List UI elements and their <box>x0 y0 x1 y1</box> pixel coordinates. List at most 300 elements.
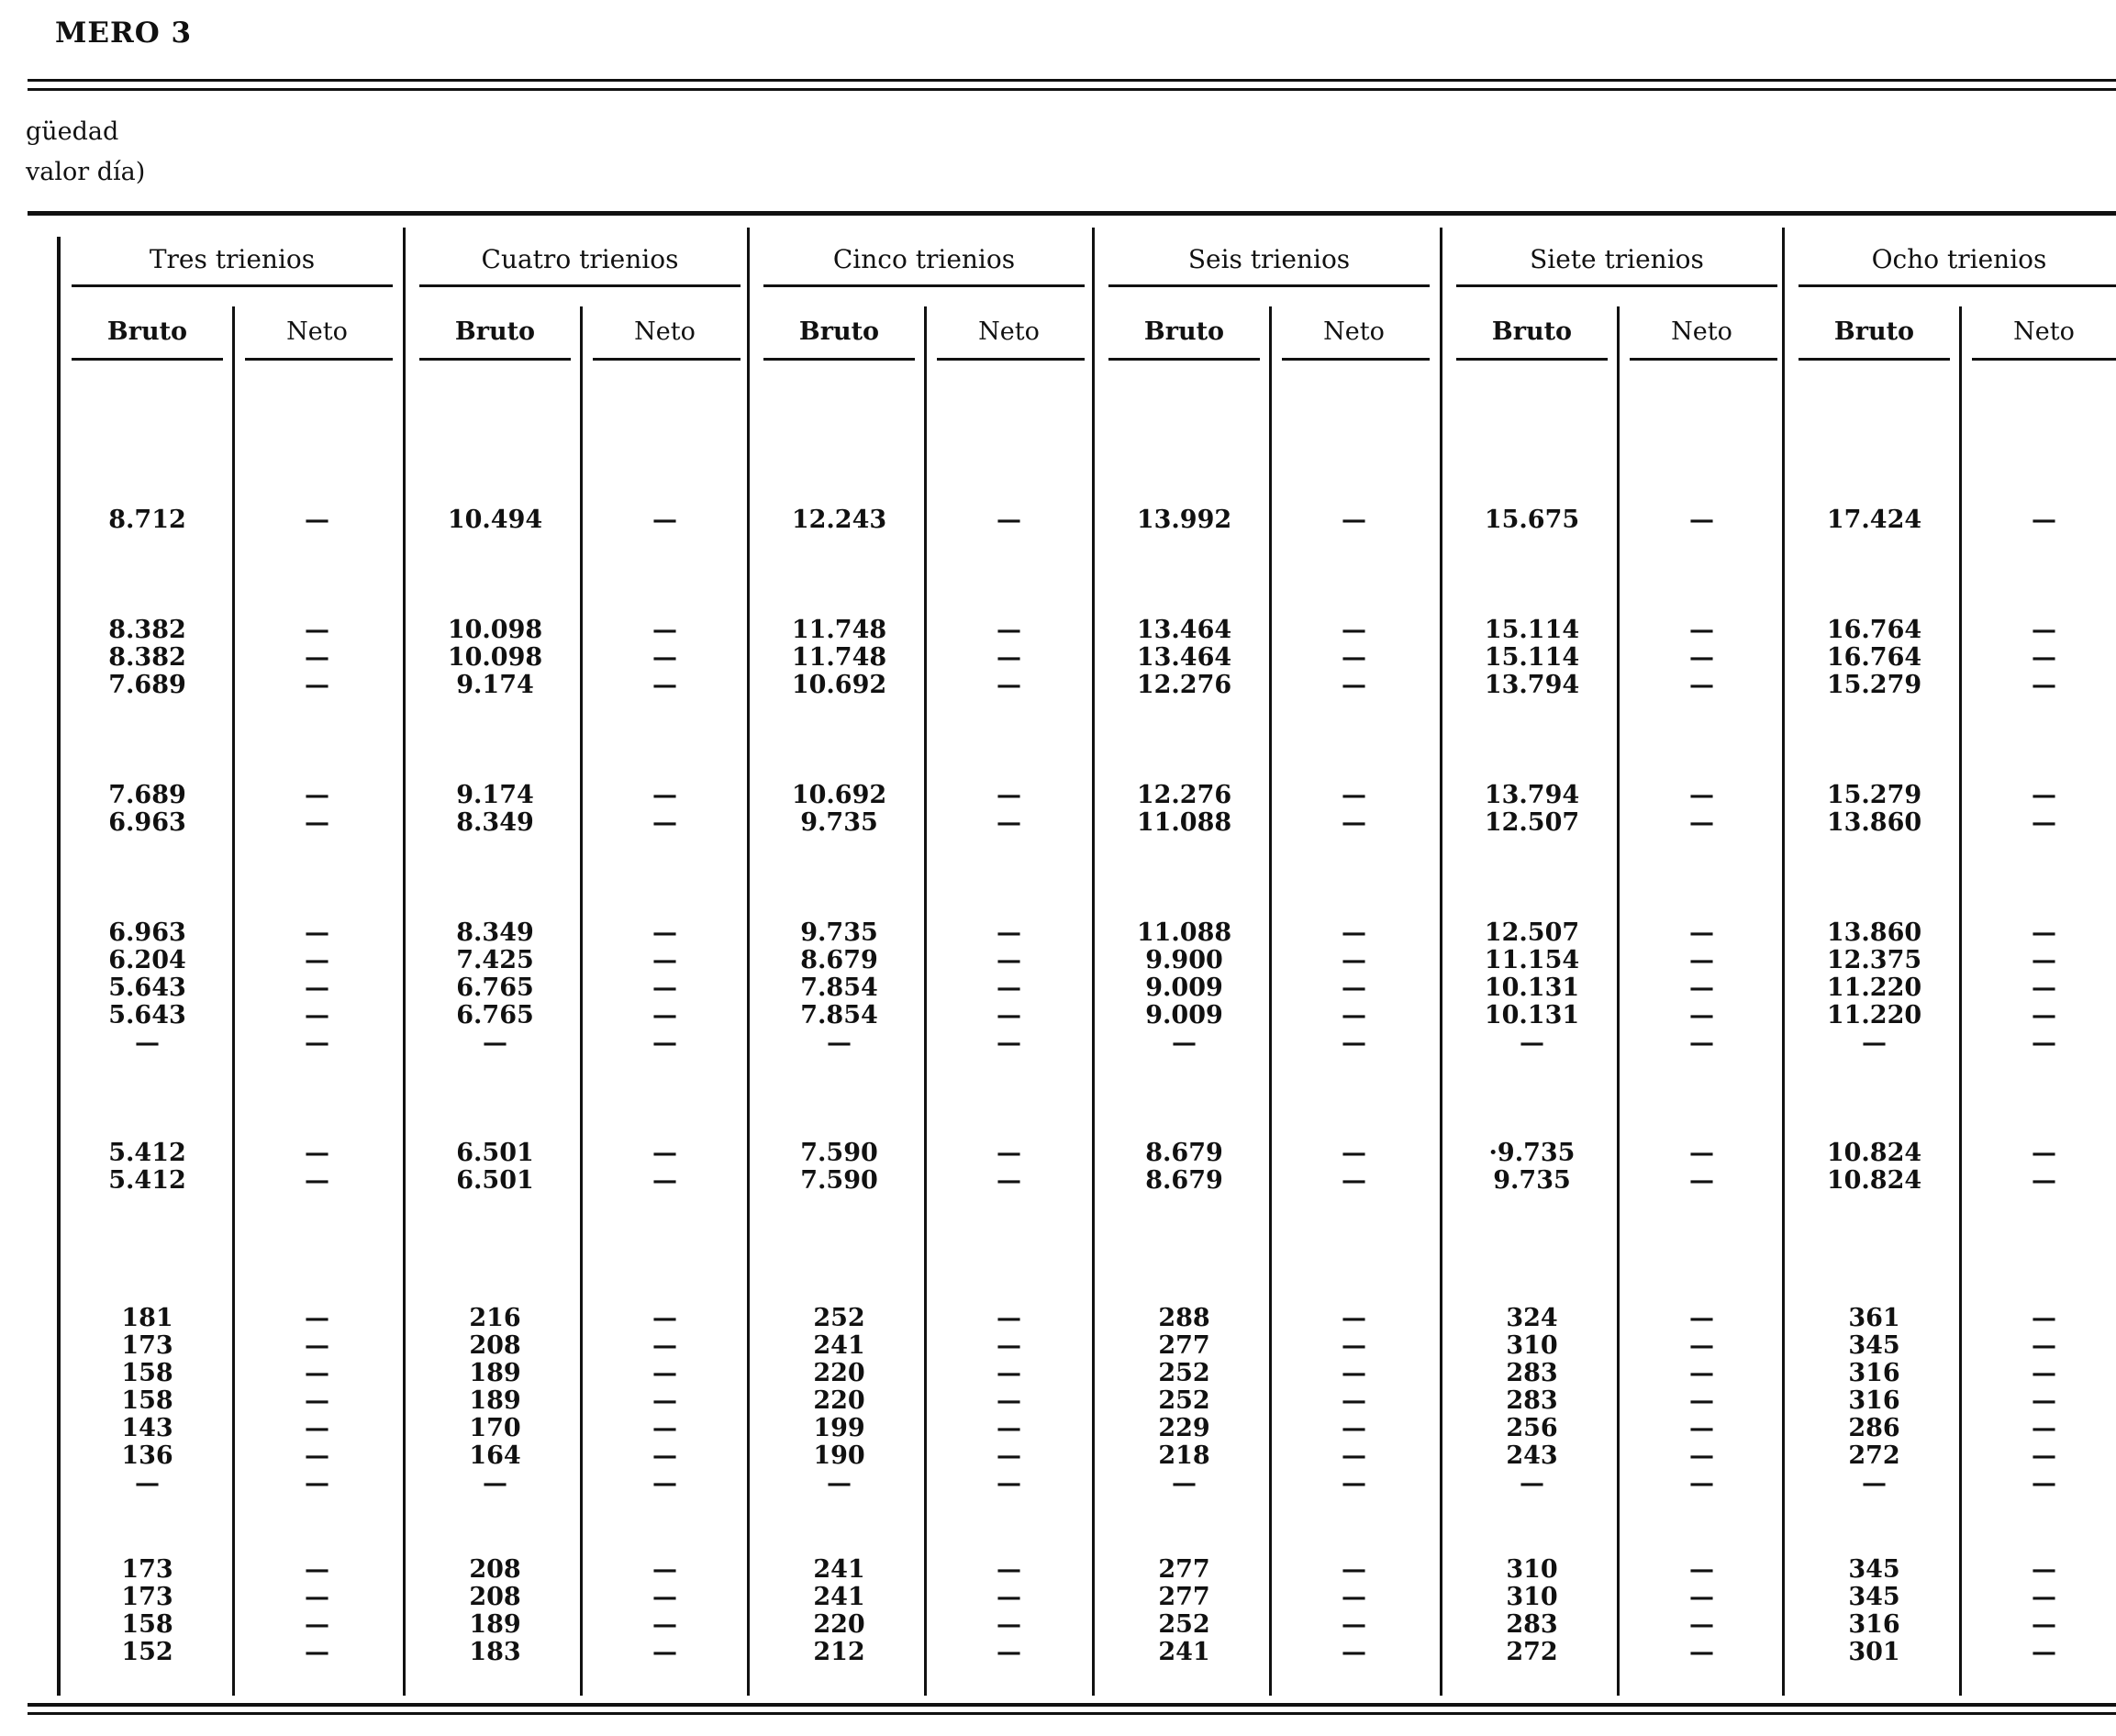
bruto-cell: — <box>1520 1029 1544 1057</box>
neto-cell: — <box>1342 1441 1366 1470</box>
neto-cell: — <box>1342 1638 1366 1666</box>
bruto-header: Bruto <box>454 317 536 346</box>
neto-cell: — <box>1689 1166 1714 1195</box>
bruto-cell: 158 <box>121 1386 173 1415</box>
neto-cell: — <box>1689 1304 1714 1332</box>
bruto-neto-separator <box>1269 306 1272 1696</box>
bruto-cell: 8.382 <box>108 616 186 644</box>
bruto-cell: 10.494 <box>447 506 543 534</box>
neto-cell: — <box>1342 808 1366 837</box>
neto-cell: — <box>652 1610 677 1639</box>
neto-cell: — <box>997 506 1021 534</box>
neto-cell: — <box>997 918 1021 947</box>
neto-cell: — <box>997 974 1021 1002</box>
neto-cell: — <box>1689 1414 1714 1442</box>
bruto-cell: 220 <box>813 1359 865 1387</box>
neto-cell: — <box>997 1029 1021 1057</box>
bruto-cell: 8.679 <box>1145 1139 1223 1167</box>
bruto-cell: 7.425 <box>456 946 534 974</box>
neto-cell: — <box>1342 643 1366 672</box>
bruto-cell: 8.679 <box>800 946 878 974</box>
bruto-header: Bruto <box>1491 317 1573 346</box>
bruto-neto-separator <box>580 306 583 1696</box>
neto-cell: — <box>1342 1583 1366 1611</box>
bruto-cell: 229 <box>1158 1414 1210 1442</box>
bruto-cell: 345 <box>1848 1555 1900 1584</box>
neto-cell: — <box>1342 946 1366 974</box>
bruto-cell: 310 <box>1506 1331 1558 1360</box>
neto-cell: — <box>997 1583 1021 1611</box>
group-separator <box>1782 228 1785 1696</box>
bruto-header: Bruto <box>798 317 880 346</box>
bruto-cell: 15.675 <box>1484 506 1580 534</box>
bruto-cell: 286 <box>1848 1414 1900 1442</box>
neto-cell: — <box>652 1166 677 1195</box>
neto-header-rule <box>937 358 1085 361</box>
bruto-cell: 9.174 <box>456 781 534 809</box>
bruto-cell: 6.501 <box>456 1139 534 1167</box>
neto-cell: — <box>305 1414 329 1442</box>
bruto-cell: 13.794 <box>1484 781 1580 809</box>
neto-cell: — <box>2032 1555 2056 1584</box>
neto-cell: — <box>652 1555 677 1584</box>
neto-cell: — <box>1342 616 1366 644</box>
neto-cell: — <box>1689 1469 1714 1497</box>
bruto-cell: 6.963 <box>108 918 186 947</box>
bruto-cell: 277 <box>1158 1555 1210 1584</box>
neto-cell: — <box>305 1555 329 1584</box>
neto-header: Neto <box>634 317 696 346</box>
bruto-header-rule <box>1799 358 1950 361</box>
bruto-cell: 158 <box>121 1359 173 1387</box>
neto-cell: — <box>305 1638 329 1666</box>
bruto-cell: 189 <box>469 1386 521 1415</box>
bruto-cell: 208 <box>469 1583 521 1611</box>
neto-cell: — <box>1689 946 1714 974</box>
table-bottom-rule-double <box>28 1712 2116 1715</box>
bruto-cell: 199 <box>813 1414 865 1442</box>
bruto-cell: 10.131 <box>1484 1001 1580 1029</box>
neto-cell: — <box>1689 808 1714 837</box>
bruto-header-rule <box>72 358 223 361</box>
bruto-header: Bruto <box>1143 317 1225 346</box>
neto-cell: — <box>2032 918 2056 947</box>
bruto-cell: 173 <box>121 1331 173 1360</box>
bruto-cell: 8.349 <box>456 808 534 837</box>
bruto-cell: 252 <box>1158 1386 1210 1415</box>
neto-cell: — <box>652 1469 677 1497</box>
neto-cell: — <box>305 1441 329 1470</box>
bruto-cell: 277 <box>1158 1583 1210 1611</box>
neto-cell: — <box>997 1441 1021 1470</box>
neto-cell: — <box>305 1331 329 1360</box>
bruto-cell: ·9.735 <box>1488 1139 1576 1167</box>
neto-cell: — <box>1689 1638 1714 1666</box>
neto-cell: — <box>1342 506 1366 534</box>
bruto-header-rule <box>419 358 571 361</box>
group-header-rule <box>419 284 741 287</box>
neto-cell: — <box>2032 506 2056 534</box>
neto-cell: — <box>2032 1583 2056 1611</box>
bruto-cell: 345 <box>1848 1583 1900 1611</box>
bruto-cell: 5.412 <box>108 1166 186 1195</box>
neto-cell: — <box>1342 1029 1366 1057</box>
bruto-cell: — <box>483 1469 507 1497</box>
bruto-cell: 12.276 <box>1136 781 1232 809</box>
neto-cell: — <box>997 1469 1021 1497</box>
bruto-cell: 13.992 <box>1136 506 1232 534</box>
bruto-cell: 152 <box>121 1638 173 1666</box>
neto-cell: — <box>997 1414 1021 1442</box>
bruto-cell: 241 <box>813 1331 865 1360</box>
neto-cell: — <box>1689 1001 1714 1029</box>
neto-cell: — <box>305 974 329 1002</box>
bruto-cell: 15.114 <box>1484 616 1580 644</box>
bruto-cell: 272 <box>1848 1441 1900 1470</box>
group-separator <box>1092 228 1095 1696</box>
bruto-cell: — <box>135 1469 160 1497</box>
neto-cell: — <box>997 781 1021 809</box>
bruto-cell: 208 <box>469 1331 521 1360</box>
bruto-cell: 13.860 <box>1826 808 1922 837</box>
neto-cell: — <box>1342 1414 1366 1442</box>
neto-cell: — <box>652 1139 677 1167</box>
table-left-border <box>57 237 61 1696</box>
neto-cell: — <box>305 781 329 809</box>
bruto-cell: 8.382 <box>108 643 186 672</box>
bruto-cell: 252 <box>1158 1610 1210 1639</box>
bruto-cell: 361 <box>1848 1304 1900 1332</box>
group-separator <box>1440 228 1442 1696</box>
neto-header-rule <box>1282 358 1430 361</box>
bruto-cell: 9.174 <box>456 671 534 699</box>
bruto-cell: 190 <box>813 1441 865 1470</box>
bruto-cell: 13.464 <box>1136 616 1232 644</box>
neto-cell: — <box>2032 671 2056 699</box>
neto-header: Neto <box>286 317 348 346</box>
neto-cell: — <box>2032 1414 2056 1442</box>
neto-cell: — <box>652 1359 677 1387</box>
neto-cell: — <box>1342 1610 1366 1639</box>
bruto-cell: 13.794 <box>1484 671 1580 699</box>
group-separator <box>747 228 750 1696</box>
neto-cell: — <box>1689 1359 1714 1387</box>
neto-cell: — <box>1689 1441 1714 1470</box>
neto-cell: — <box>652 1414 677 1442</box>
neto-cell: — <box>2032 1386 2056 1415</box>
group-header: Siete trienios <box>1530 244 1704 274</box>
neto-cell: — <box>2032 1359 2056 1387</box>
bruto-cell: 16.764 <box>1826 616 1922 644</box>
bruto-header: Bruto <box>1833 317 1915 346</box>
bruto-cell: 10.098 <box>447 616 543 644</box>
bruto-cell: 345 <box>1848 1331 1900 1360</box>
bruto-cell: — <box>1862 1029 1887 1057</box>
bruto-cell: 208 <box>469 1555 521 1584</box>
group-header: Tres trienios <box>149 244 316 274</box>
neto-cell: — <box>652 616 677 644</box>
neto-cell: — <box>305 616 329 644</box>
bruto-cell: 316 <box>1848 1610 1900 1639</box>
neto-cell: — <box>2032 1139 2056 1167</box>
neto-cell: — <box>2032 1441 2056 1470</box>
bruto-neto-separator <box>924 306 927 1696</box>
neto-cell: — <box>997 1610 1021 1639</box>
bruto-cell: 7.854 <box>800 974 878 1002</box>
neto-cell: — <box>305 506 329 534</box>
neto-cell: — <box>305 671 329 699</box>
neto-cell: — <box>305 1610 329 1639</box>
neto-cell: — <box>997 1555 1021 1584</box>
bruto-cell: 6.501 <box>456 1166 534 1195</box>
neto-cell: — <box>1342 1386 1366 1415</box>
top-rule <box>28 79 2116 82</box>
bruto-cell: 5.643 <box>108 1001 186 1029</box>
bruto-cell: 241 <box>813 1583 865 1611</box>
bruto-cell: 173 <box>121 1555 173 1584</box>
neto-cell: — <box>652 1441 677 1470</box>
bruto-cell: 220 <box>813 1386 865 1415</box>
neto-cell: — <box>652 1386 677 1415</box>
bruto-cell: 11.748 <box>791 616 887 644</box>
neto-cell: — <box>1342 1555 1366 1584</box>
neto-cell: — <box>1342 918 1366 947</box>
bruto-cell: 189 <box>469 1359 521 1387</box>
neto-cell: — <box>305 643 329 672</box>
neto-cell: — <box>997 1304 1021 1332</box>
neto-cell: — <box>1342 671 1366 699</box>
neto-cell: — <box>305 1139 329 1167</box>
bruto-cell: 324 <box>1506 1304 1558 1332</box>
neto-cell: — <box>305 1166 329 1195</box>
bruto-cell: 10.824 <box>1826 1139 1922 1167</box>
bruto-cell: 7.689 <box>108 671 186 699</box>
neto-cell: — <box>1689 671 1714 699</box>
bruto-cell: 283 <box>1506 1359 1558 1387</box>
neto-cell: — <box>997 1331 1021 1360</box>
bruto-cell: — <box>135 1029 160 1057</box>
page-title: MERO 3 <box>55 17 193 50</box>
bruto-cell: 10.824 <box>1826 1166 1922 1195</box>
bruto-cell: 5.643 <box>108 974 186 1002</box>
neto-cell: — <box>305 1583 329 1611</box>
bruto-cell: 9.735 <box>800 808 878 837</box>
top-rule-double <box>28 88 2116 91</box>
neto-cell: — <box>652 1638 677 1666</box>
bruto-cell: 8.712 <box>108 506 186 534</box>
neto-cell: — <box>305 946 329 974</box>
bruto-cell: 277 <box>1158 1331 1210 1360</box>
neto-cell: — <box>1342 781 1366 809</box>
bruto-cell: 5.412 <box>108 1139 186 1167</box>
bruto-cell: 7.590 <box>800 1166 878 1195</box>
group-header: Cuatro trienios <box>481 244 679 274</box>
neto-cell: — <box>2032 1029 2056 1057</box>
table-bottom-rule <box>28 1703 2116 1707</box>
neto-cell: — <box>1342 1304 1366 1332</box>
neto-header-rule <box>1972 358 2116 361</box>
group-header-rule <box>763 284 1085 287</box>
bruto-cell: — <box>827 1469 852 1497</box>
bruto-cell: 17.424 <box>1826 506 1922 534</box>
neto-cell: — <box>2032 616 2056 644</box>
subtitle-line-2: valor día) <box>26 158 146 186</box>
neto-cell: — <box>1689 1386 1714 1415</box>
neto-cell: — <box>1689 506 1714 534</box>
neto-cell: — <box>997 1166 1021 1195</box>
neto-cell: — <box>997 946 1021 974</box>
bruto-cell: — <box>1862 1469 1887 1497</box>
group-header-rule <box>72 284 393 287</box>
neto-cell: — <box>997 1638 1021 1666</box>
bruto-cell: 316 <box>1848 1386 1900 1415</box>
neto-cell: — <box>1342 1139 1366 1167</box>
bruto-cell: — <box>827 1029 852 1057</box>
bruto-cell: 15.279 <box>1826 671 1922 699</box>
bruto-header-rule <box>763 358 915 361</box>
bruto-cell: 283 <box>1506 1610 1558 1639</box>
neto-cell: — <box>997 1001 1021 1029</box>
bruto-cell: 10.692 <box>791 671 887 699</box>
bruto-cell: 10.131 <box>1484 974 1580 1002</box>
bruto-header-rule <box>1108 358 1260 361</box>
neto-cell: — <box>652 1304 677 1332</box>
bruto-cell: 252 <box>1158 1359 1210 1387</box>
bruto-cell: 13.464 <box>1136 643 1232 672</box>
neto-cell: — <box>305 1386 329 1415</box>
bruto-cell: 216 <box>469 1304 521 1332</box>
neto-cell: — <box>652 918 677 947</box>
bruto-cell: — <box>1520 1469 1544 1497</box>
neto-cell: — <box>1689 974 1714 1002</box>
neto-cell: — <box>2032 1469 2056 1497</box>
neto-cell: — <box>305 1029 329 1057</box>
bruto-cell: 6.765 <box>456 1001 534 1029</box>
bruto-cell: 12.507 <box>1484 918 1580 947</box>
bruto-cell: 11.088 <box>1136 918 1232 947</box>
bruto-cell: 301 <box>1848 1638 1900 1666</box>
bruto-cell: 9.900 <box>1145 946 1223 974</box>
neto-cell: — <box>2032 946 2056 974</box>
bruto-cell: 13.860 <box>1826 918 1922 947</box>
neto-cell: — <box>305 1001 329 1029</box>
neto-cell: — <box>2032 1304 2056 1332</box>
neto-cell: — <box>652 506 677 534</box>
bruto-cell: 10.692 <box>791 781 887 809</box>
neto-cell: — <box>2032 1610 2056 1639</box>
bruto-cell: 272 <box>1506 1638 1558 1666</box>
bruto-cell: 15.279 <box>1826 781 1922 809</box>
bruto-cell: 12.375 <box>1826 946 1922 974</box>
neto-cell: — <box>652 1583 677 1611</box>
neto-cell: — <box>2032 1166 2056 1195</box>
bruto-cell: 316 <box>1848 1359 1900 1387</box>
neto-cell: — <box>997 1386 1021 1415</box>
neto-header-rule <box>1630 358 1777 361</box>
neto-cell: — <box>305 1359 329 1387</box>
bruto-cell: 8.679 <box>1145 1166 1223 1195</box>
group-header-rule <box>1456 284 1777 287</box>
neto-cell: — <box>1342 1331 1366 1360</box>
bruto-cell: — <box>1172 1029 1197 1057</box>
neto-cell: — <box>652 1331 677 1360</box>
neto-cell: — <box>1342 1359 1366 1387</box>
neto-cell: — <box>2032 781 2056 809</box>
bruto-cell: 11.088 <box>1136 808 1232 837</box>
bruto-cell: 7.689 <box>108 781 186 809</box>
bruto-cell: 6.765 <box>456 974 534 1002</box>
neto-cell: — <box>1342 1001 1366 1029</box>
bruto-cell: 181 <box>121 1304 173 1332</box>
bruto-cell: 10.098 <box>447 643 543 672</box>
bruto-cell: 12.276 <box>1136 671 1232 699</box>
bruto-cell: 12.243 <box>791 506 887 534</box>
bruto-cell: 243 <box>1506 1441 1558 1470</box>
bruto-cell: 183 <box>469 1638 521 1666</box>
bruto-cell: — <box>1172 1469 1197 1497</box>
bruto-cell: 16.764 <box>1826 643 1922 672</box>
group-header: Cinco trienios <box>832 244 1016 274</box>
neto-cell: — <box>1342 1166 1366 1195</box>
neto-cell: — <box>2032 1001 2056 1029</box>
bruto-cell: 11.220 <box>1826 1001 1922 1029</box>
neto-cell: — <box>305 808 329 837</box>
bruto-cell: 15.114 <box>1484 643 1580 672</box>
neto-cell: — <box>652 808 677 837</box>
bruto-cell: 9.009 <box>1145 1001 1223 1029</box>
neto-header: Neto <box>2013 317 2075 346</box>
bruto-cell: 158 <box>121 1610 173 1639</box>
bruto-cell: 310 <box>1506 1583 1558 1611</box>
bruto-cell: 11.154 <box>1484 946 1580 974</box>
neto-cell: — <box>997 1359 1021 1387</box>
bruto-cell: 11.220 <box>1826 974 1922 1002</box>
bruto-neto-separator <box>1617 306 1620 1696</box>
bruto-cell: 310 <box>1506 1555 1558 1584</box>
neto-cell: — <box>997 643 1021 672</box>
neto-cell: — <box>2032 1331 2056 1360</box>
neto-cell: — <box>997 671 1021 699</box>
bruto-cell: — <box>483 1029 507 1057</box>
bruto-cell: 12.507 <box>1484 808 1580 837</box>
neto-cell: — <box>305 1304 329 1332</box>
group-header-rule <box>1799 284 2116 287</box>
bruto-cell: 173 <box>121 1583 173 1611</box>
bruto-cell: 11.748 <box>791 643 887 672</box>
bruto-cell: 252 <box>813 1304 865 1332</box>
neto-cell: — <box>2032 808 2056 837</box>
neto-cell: — <box>997 616 1021 644</box>
group-header-rule <box>1108 284 1430 287</box>
neto-header: Neto <box>1323 317 1385 346</box>
neto-header-rule <box>593 358 741 361</box>
neto-header: Neto <box>1671 317 1732 346</box>
neto-cell: — <box>997 808 1021 837</box>
bruto-cell: 143 <box>121 1414 173 1442</box>
neto-cell: — <box>1342 1469 1366 1497</box>
subtitle-line-1: güedad <box>26 117 119 146</box>
bruto-header: Bruto <box>106 317 188 346</box>
neto-cell: — <box>652 643 677 672</box>
bruto-cell: 164 <box>469 1441 521 1470</box>
neto-cell: — <box>1689 1139 1714 1167</box>
neto-cell: — <box>1689 1610 1714 1639</box>
neto-cell: — <box>652 781 677 809</box>
bruto-cell: 9.735 <box>800 918 878 947</box>
neto-cell: — <box>652 671 677 699</box>
bruto-header-rule <box>1456 358 1608 361</box>
neto-cell: — <box>1689 1331 1714 1360</box>
